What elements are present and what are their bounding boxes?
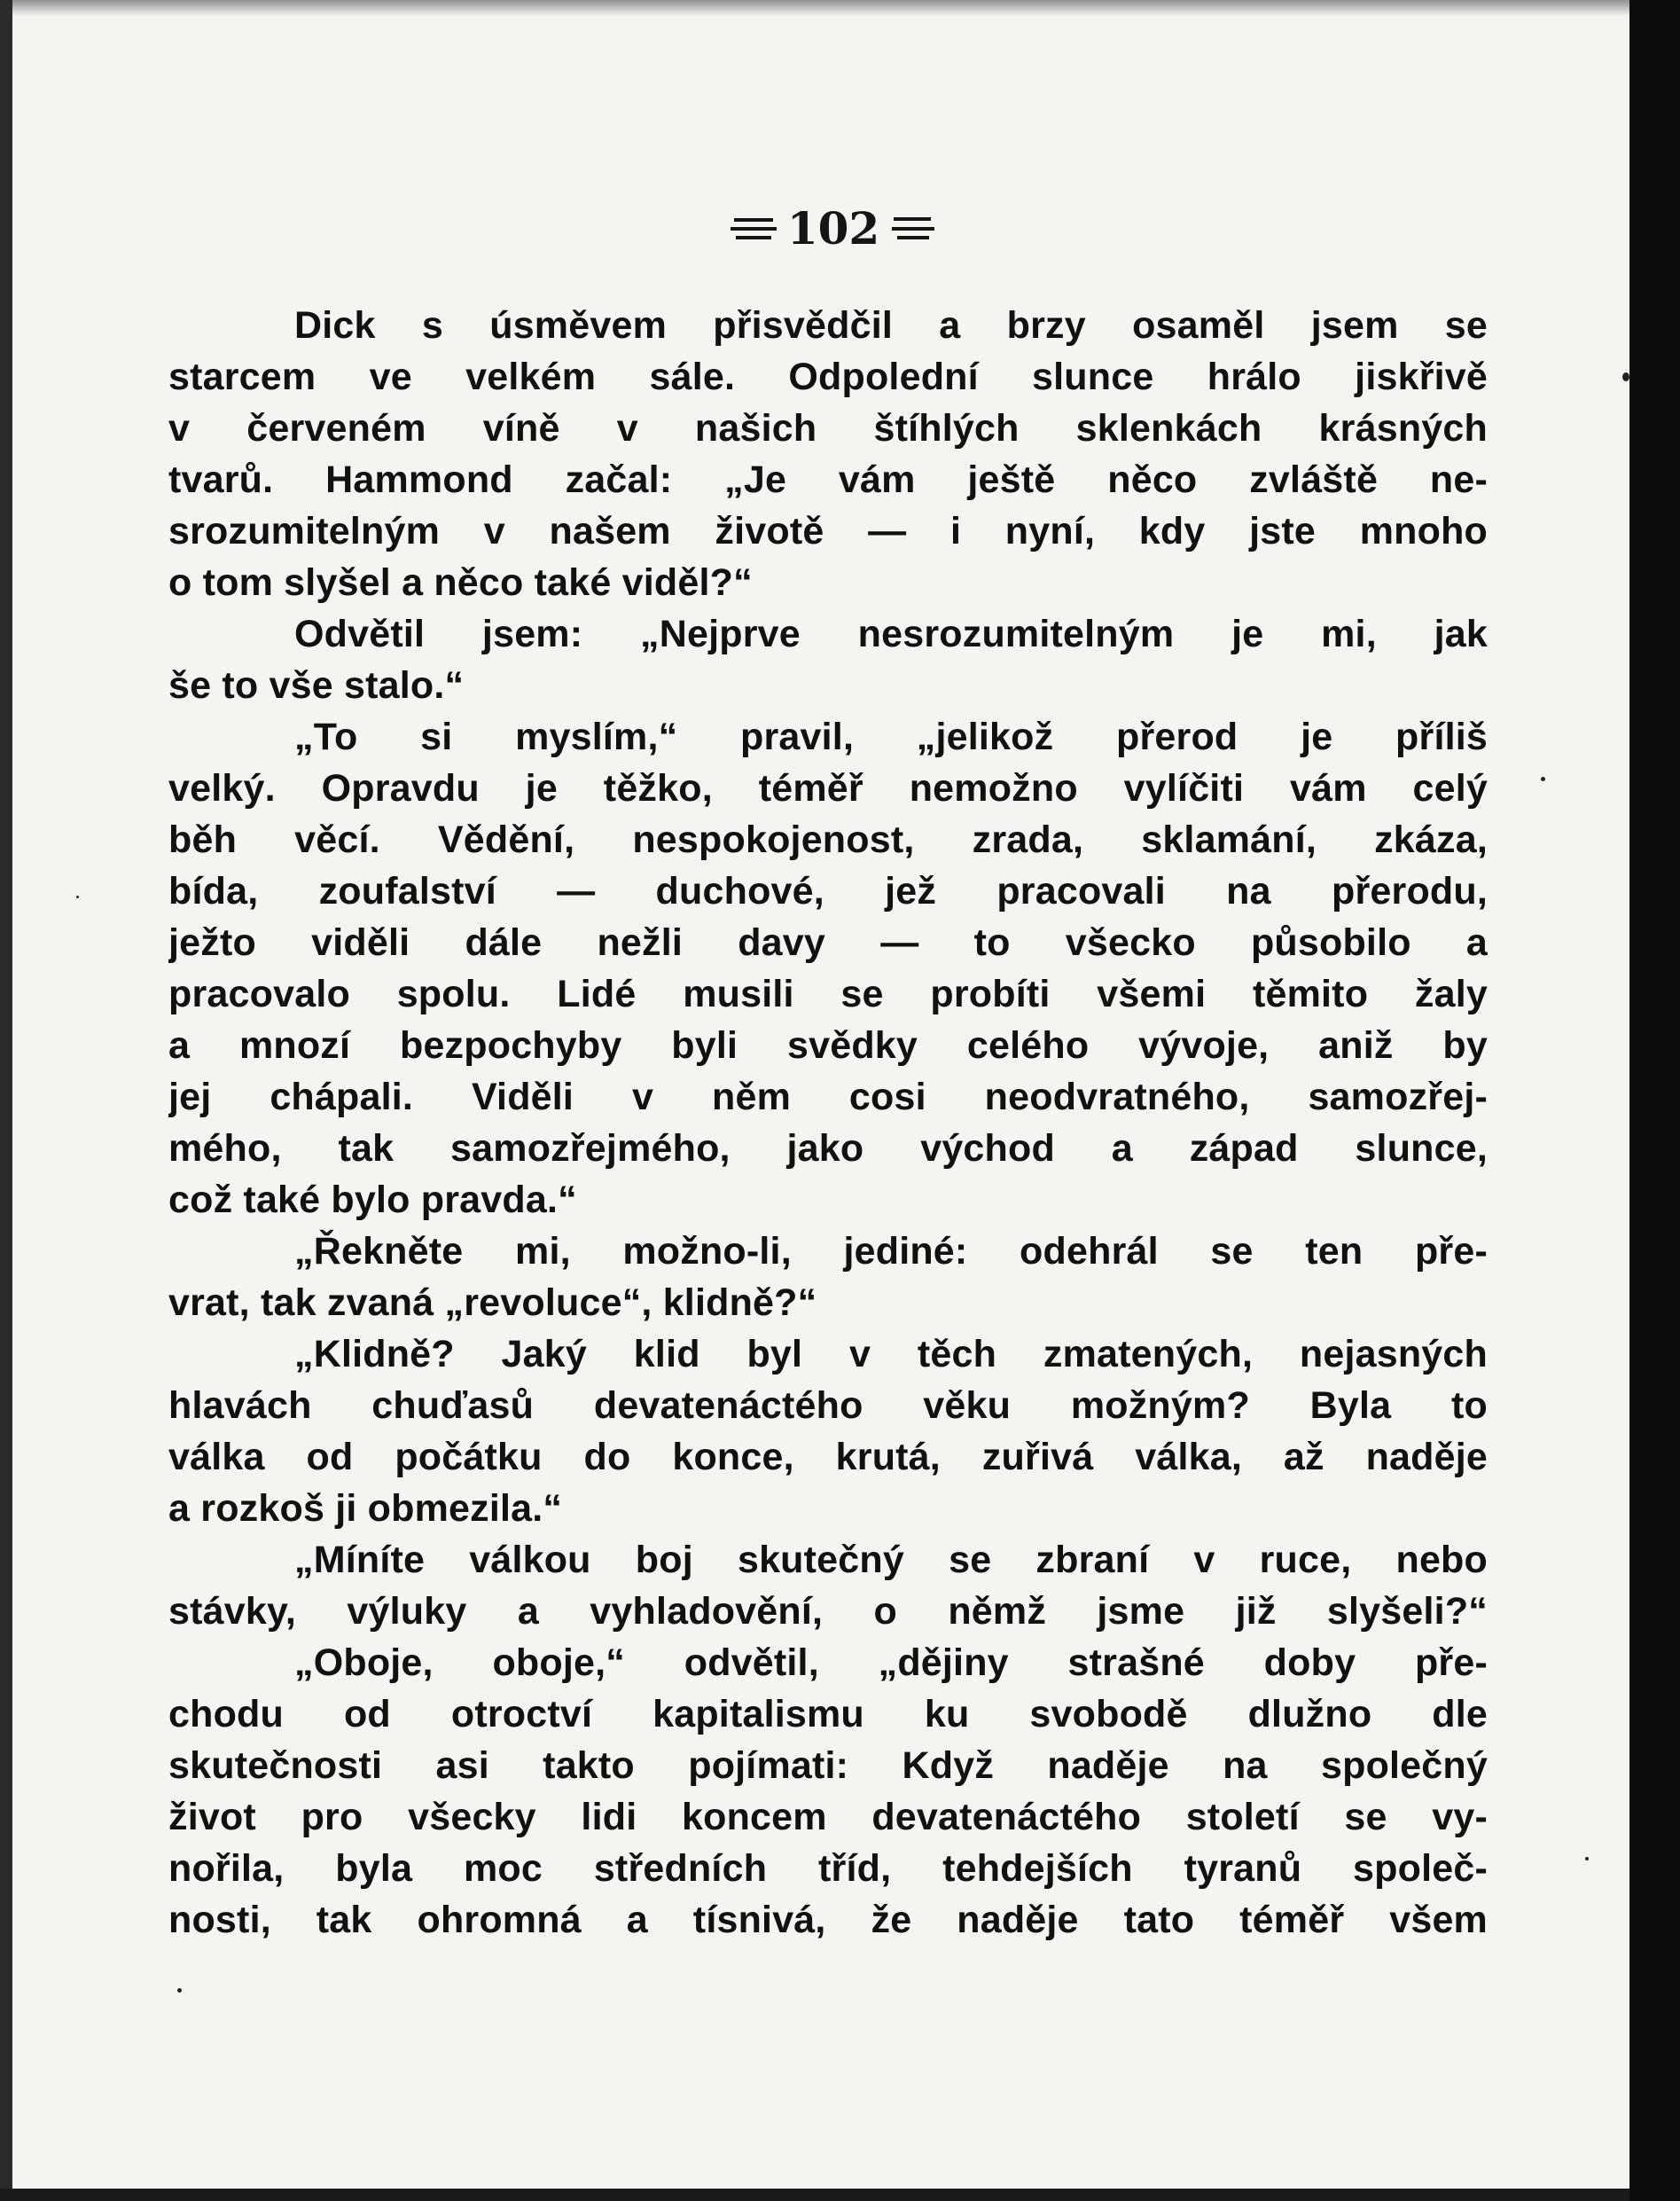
text-line-09: „To si myslím,“ pravil, „jelikož přerod je příliš [294, 716, 1488, 758]
text-line-05: srozumitelným v našem životě — i nyní, kdy jste mnoho [168, 510, 1488, 552]
text-line-19: „Řekněte mi, možno-li, jediné: odehrál se ten pře- [294, 1230, 1488, 1273]
scan-left-edge [0, 0, 12, 2201]
scan-top-edge [0, 0, 1629, 16]
text-line-11: běh věcí. Vědění, nespokojenost, zrada, sklamání, zkáza, [168, 819, 1488, 861]
text-line-18: což také bylo pravda.“ [168, 1179, 577, 1221]
page-number [709, 197, 957, 259]
text-line-06: o tom slyšel a něco také viděl?“ [168, 561, 753, 604]
text-line-16: jej chápali. Viděli v něm cosi neodvratného, samozřej- [168, 1076, 1488, 1118]
scan-speck [1622, 372, 1629, 381]
text-line-25: „Míníte válkou boj skutečný se zbraní v ruce, nebo [294, 1539, 1488, 1581]
scan-speck [1541, 777, 1545, 781]
text-line-28: chodu od otroctví kapitalismu ku svobodě dlužno dle [168, 1693, 1488, 1735]
text-line-13: ježto viděli dále nežli davy — to všecko působilo a [168, 921, 1488, 964]
page-number-text: 102 [786, 201, 880, 255]
body-text [168, 300, 1488, 1993]
text-line-17: mého, tak samozřejmého, jako východ a západ slunce, [168, 1127, 1488, 1170]
text-line-03: v červeném víně v našich štíhlých sklenkách krásných [168, 407, 1488, 450]
text-line-30: život pro všecky lidi koncem devatenáctého století se vy- [168, 1796, 1488, 1838]
text-line-14: pracovalo spolu. Lidé musili se probíti všemi těmito žaly [168, 973, 1488, 1015]
text-line-02: starcem ve velkém sále. Odpolední slunce hrálo jiskřivě [168, 356, 1488, 398]
scan-speck [76, 896, 79, 898]
scan-bottom-edge [0, 2189, 1629, 2201]
text-line-29: skutečnosti asi takto pojímati: Když naděje na společný [168, 1744, 1488, 1787]
text-line-31: nořila, byla moc středních tříd, tehdejších tyranů společ- [168, 1847, 1488, 1890]
text-line-01: Dick s úsměvem přisvědčil a brzy osaměl jsem se [294, 304, 1488, 347]
text-line-27: „Oboje, oboje,“ odvětil, „dějiny strašné doby pře- [294, 1641, 1488, 1684]
scan-speck [177, 1988, 182, 1993]
text-line-07: Odvětil jsem: „Nejprve nesrozumitelným je mi, jak [294, 613, 1488, 655]
scan-right-edge [1629, 0, 1680, 2201]
text-line-26: stávky, výluky a vyhladovění, o němž jsme již slyšeli?“ [168, 1590, 1488, 1633]
text-line-12: bída, zoufalství — duchové, jež pracovali na přerodu, [168, 870, 1488, 913]
text-line-32: nosti, tak ohromná a tísnivá, že naděje tato téměř všem [168, 1899, 1488, 1941]
text-line-22: hlavách chuďasů devatenáctého věku možným? Byla to [168, 1384, 1488, 1427]
text-line-08: še to vše stalo.“ [168, 664, 465, 707]
text-line-20: vrat, tak zvaná „revoluce“, klidně?“ [168, 1281, 817, 1324]
right-ornament-icon [890, 213, 936, 243]
scan-speck [1585, 1857, 1589, 1860]
text-line-23: válka od počátku do konce, krutá, zuřivá válka, až naděje [168, 1436, 1488, 1478]
text-line-24: a rozkoš ji obmezila.“ [168, 1487, 563, 1530]
text-line-04: tvarů. Hammond začal: „Je vám ještě něco zvláště ne- [168, 458, 1488, 501]
text-line-10: velký. Opravdu je těžko, téměř nemožno vylíčiti vám celý [168, 767, 1488, 810]
left-ornament-icon [731, 213, 777, 243]
text-line-15: a mnozí bezpochyby byli svědky celého vývoje, aniž by [168, 1024, 1488, 1067]
text-line-21: „Klidně? Jaký klid byl v těch zmatených, nejasných [294, 1333, 1488, 1375]
